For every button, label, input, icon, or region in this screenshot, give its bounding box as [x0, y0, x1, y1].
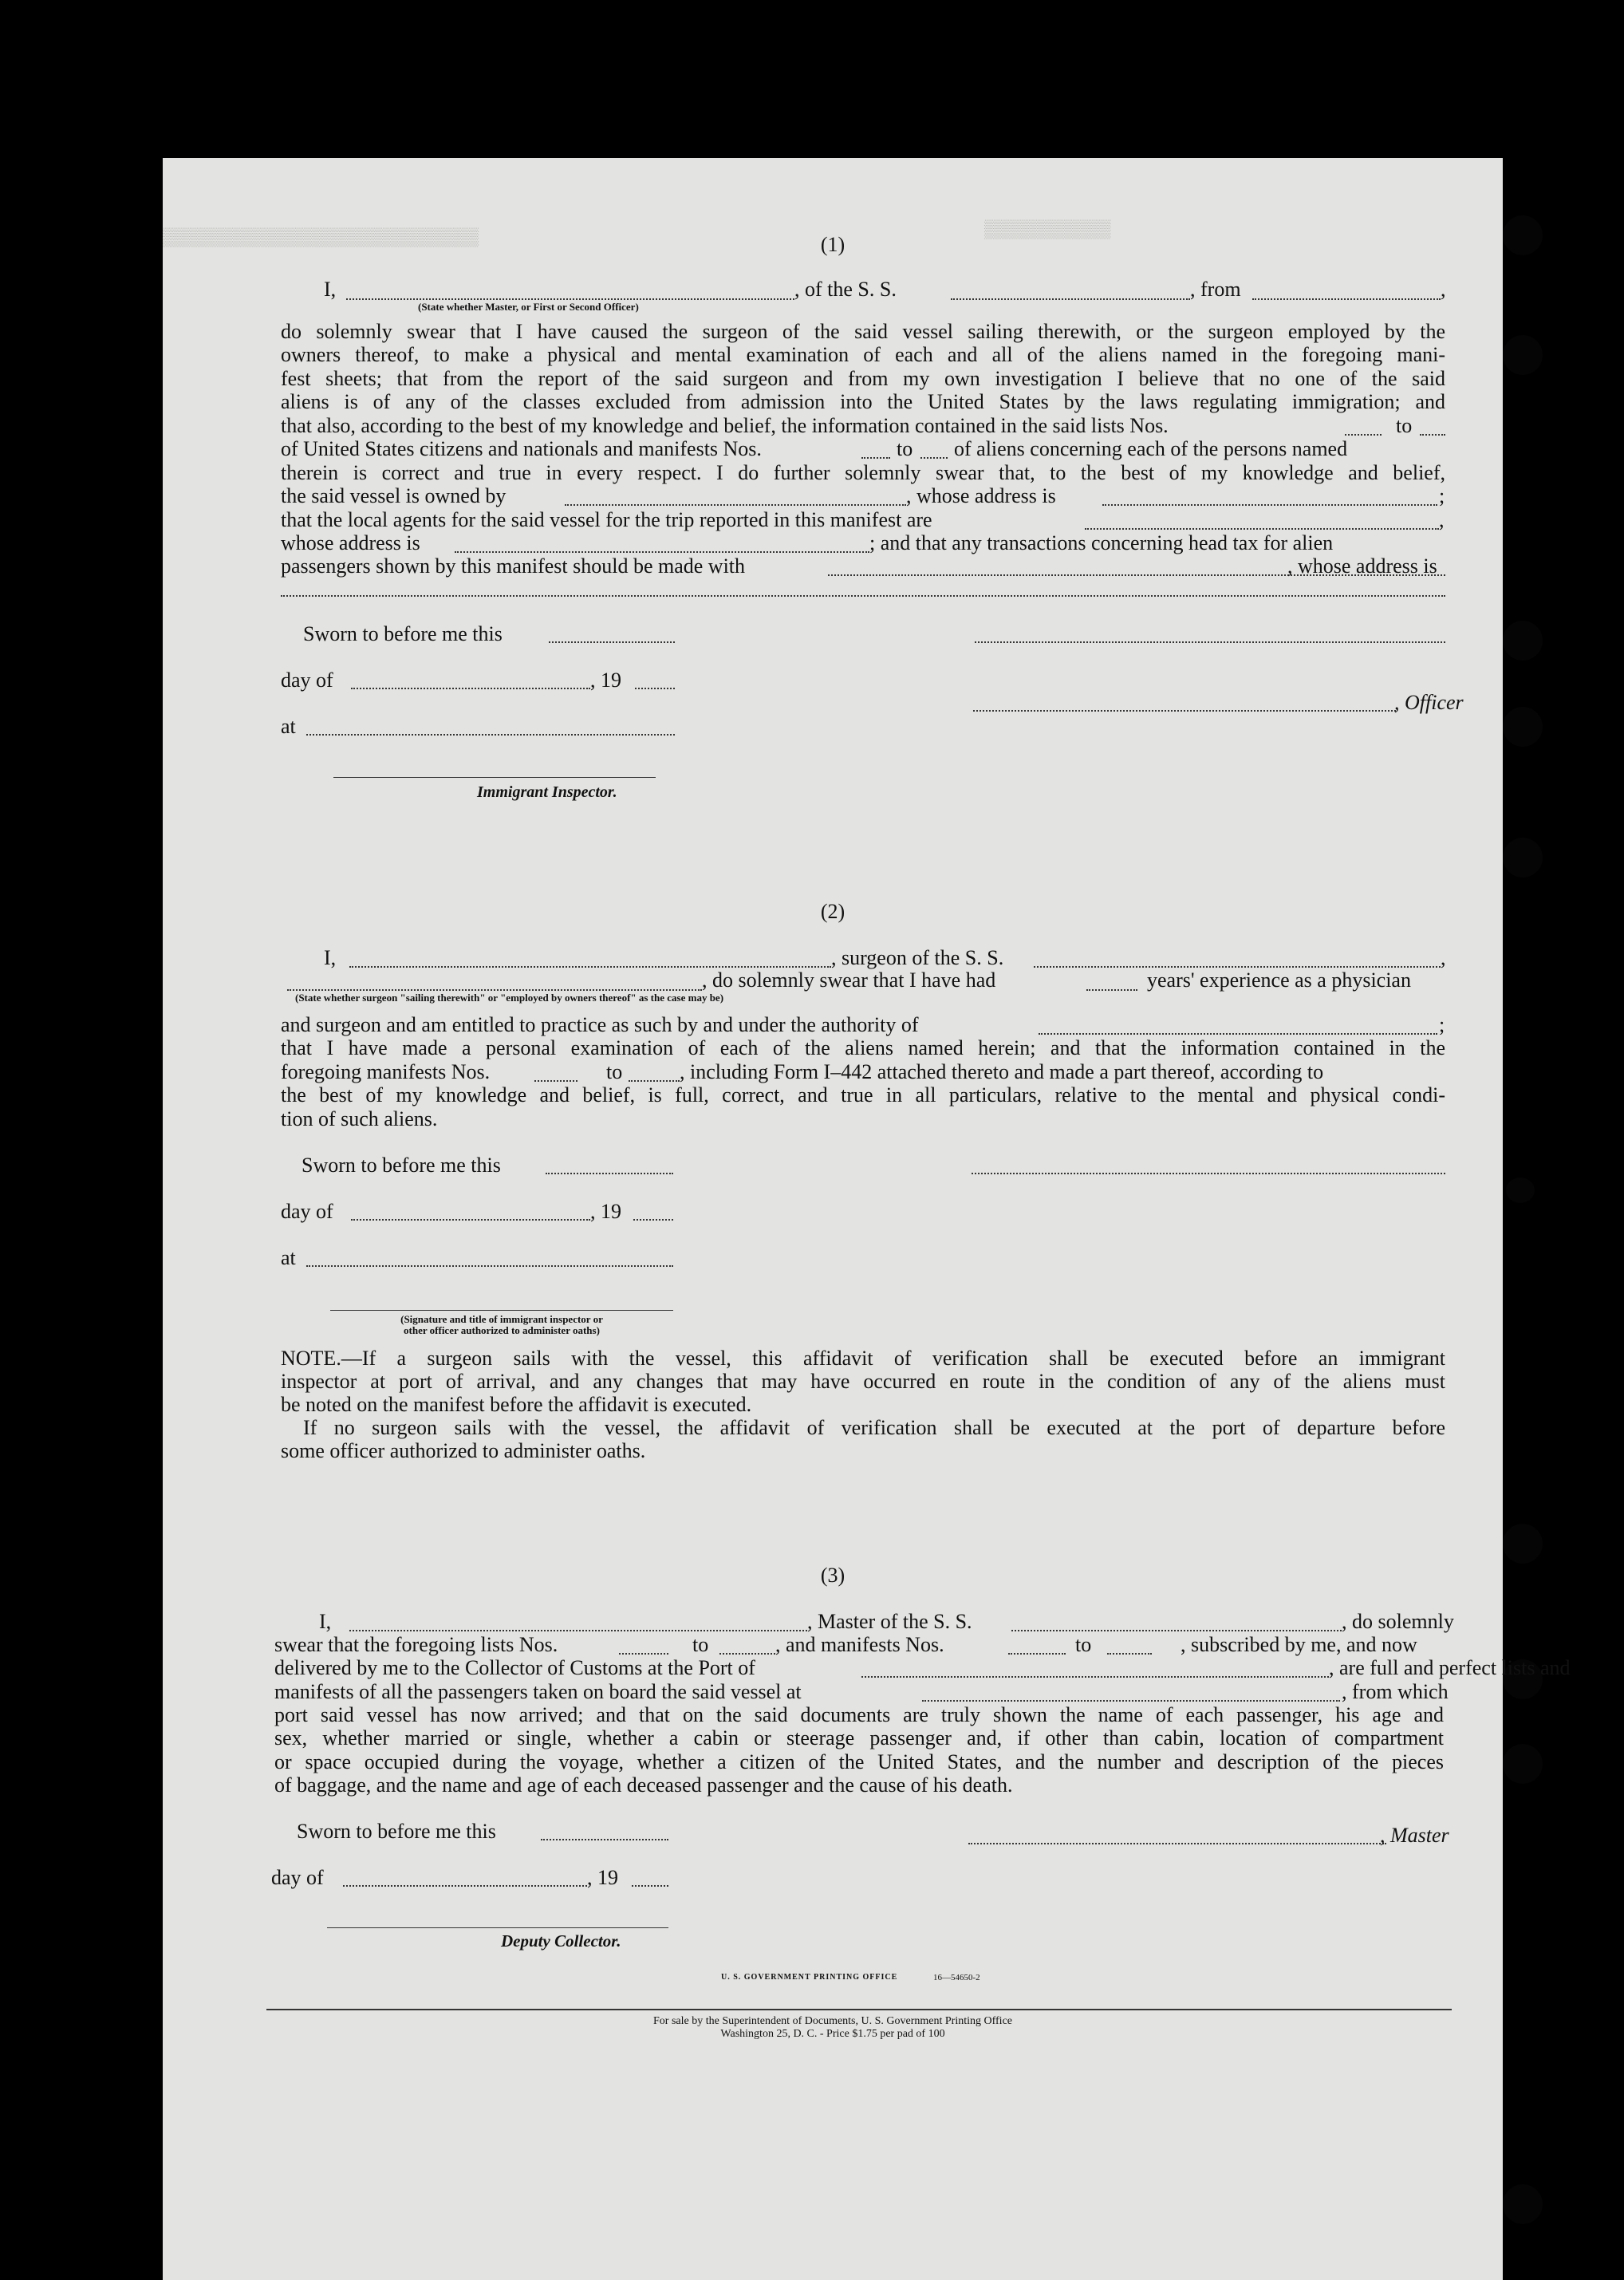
- paragraph-line: of baggage, and the name and age of each deceased passenger and the cause of his death.: [274, 1773, 1013, 1797]
- text: ,: [1439, 508, 1445, 531]
- binder-hole: [1503, 215, 1543, 255]
- field-caption: (State whether Master, or First or Second Officer): [418, 301, 639, 313]
- departure-port-field[interactable]: [1252, 298, 1441, 300]
- text: to: [606, 1060, 623, 1083]
- text: , do solemnly: [1342, 1610, 1454, 1633]
- text: to: [1396, 414, 1413, 437]
- owner-field[interactable]: [565, 504, 906, 506]
- note-line: inspector at port of arrival, and any changes that may have occurred en route in the condition of any of the aliens must: [281, 1370, 1445, 1393]
- text: , Master of the S. S.: [807, 1610, 972, 1633]
- note-line: be noted on the manifest before the affidavit is executed.: [281, 1393, 752, 1416]
- agents-address-field[interactable]: [455, 551, 869, 553]
- location-field[interactable]: [306, 734, 675, 736]
- text: to: [1075, 1633, 1092, 1656]
- binder-hole: [1503, 838, 1543, 878]
- text: delivered by me to the Collector of Customs at the Port of: [274, 1656, 755, 1679]
- location-field[interactable]: [306, 1265, 673, 1267]
- text: foregoing manifests Nos.: [281, 1060, 491, 1083]
- paragraph-line: sex, whether married or single, whether a cabin or steerage passenger and, if other than cabin, location of compartment: [274, 1726, 1444, 1749]
- text: I,: [324, 278, 337, 301]
- sworn-date-field[interactable]: [546, 1173, 673, 1174]
- inspector-signature-line[interactable]: [333, 777, 656, 778]
- list-from-field[interactable]: [1345, 434, 1382, 436]
- list-from-field[interactable]: [619, 1653, 668, 1655]
- head-tax-address-field[interactable]: [281, 595, 1445, 597]
- signature-label: Deputy Collector.: [501, 1931, 621, 1951]
- section-number: (2): [820, 900, 846, 923]
- text: that also, according to the best of my knowledge and belief, the information contained in the said lists Nos.: [281, 414, 1169, 437]
- list-to-field[interactable]: [1420, 434, 1445, 436]
- paragraph-line: aliens is of any of the classes excluded from admission into the United States by the laws regulating immigration; and: [281, 390, 1445, 413]
- year-field[interactable]: [632, 1885, 668, 1887]
- text: , do solemnly swear that I have had: [702, 968, 996, 992]
- text: at: [281, 1246, 296, 1269]
- paragraph-line: that I have made a personal examination of each of the aliens named herein; and that the information contained in the: [281, 1036, 1445, 1059]
- inspector-signature-line[interactable]: [330, 1310, 673, 1311]
- text: , subscribed by me, and now: [1181, 1633, 1417, 1656]
- note-line: NOTE.—If a surgeon sails with the vessel, this affidavit of verification shall be executed before an immigrant: [281, 1347, 1445, 1370]
- authority-field[interactable]: [1039, 1033, 1437, 1035]
- text: , 19: [590, 669, 621, 692]
- master-signature-line[interactable]: [968, 1843, 1386, 1844]
- text: , are full and perfect lists and: [1329, 1656, 1571, 1679]
- field-caption: (State whether surgeon "sailing therewith" or "employed by owners thereof" as the case may be): [295, 992, 724, 1004]
- binder-hole: [1503, 707, 1543, 747]
- local-agents-field[interactable]: [1085, 528, 1439, 530]
- paragraph-line: therein is correct and true in every respect. I do further solemnly swear that, to the best of my knowledge and belief,: [281, 461, 1445, 484]
- binder-hole: [1503, 1524, 1543, 1564]
- text: years' experience as a physician: [1147, 968, 1411, 992]
- manifest-from-field[interactable]: [534, 1080, 577, 1082]
- text: swear that the foregoing lists Nos.: [274, 1633, 558, 1656]
- vessel-name-field[interactable]: [1034, 966, 1441, 968]
- paragraph-line: owners thereof, to make a physical and mental examination of each and all of the aliens named in the foregoing mani-: [281, 343, 1445, 366]
- text: ;: [1439, 484, 1445, 507]
- signature-label: , Master: [1380, 1824, 1449, 1847]
- text: day of: [271, 1866, 324, 1889]
- deputy-signature-line[interactable]: [327, 1927, 668, 1928]
- sworn-date-field[interactable]: [541, 1839, 668, 1840]
- manifest-from-field[interactable]: [1008, 1653, 1066, 1655]
- text: , from: [1190, 278, 1241, 301]
- paragraph-line: the best of my knowledge and belief, is full, correct, and true in all particulars, relative to the mental and physical condi-: [281, 1083, 1445, 1106]
- port-field[interactable]: [861, 1676, 1329, 1678]
- text: ; and that any transactions concerning head tax for alien: [869, 531, 1334, 554]
- text: ,: [1441, 278, 1446, 301]
- text: ,: [1441, 946, 1446, 969]
- embarkation-port-field[interactable]: [922, 1700, 1340, 1702]
- surgeon-status-field[interactable]: [287, 989, 702, 991]
- sale-notice: Washington 25, D. C. - Price $1.75 per pad of 100: [720, 2028, 945, 2040]
- years-field[interactable]: [1086, 989, 1137, 991]
- manifest-to-field[interactable]: [1107, 1653, 1152, 1655]
- manifest-to-field[interactable]: [920, 457, 948, 459]
- owner-address-field[interactable]: [1102, 504, 1437, 506]
- sworn-date-field[interactable]: [549, 641, 675, 643]
- text: manifests of all the passengers taken on board the said vessel at: [274, 1680, 802, 1703]
- master-name-field[interactable]: [349, 1630, 807, 1631]
- form-code: 16—54650-2: [933, 1973, 980, 1982]
- signature-line[interactable]: [975, 641, 1445, 643]
- text: day of: [281, 1200, 333, 1223]
- form-page: [163, 158, 1571, 2280]
- bleed-through-marks: ▒▒▒▒▒▒▒▒▒▒▒▒▒▒▒▒▒▒▒▒▒▒▒▒▒▒▒▒▒▒: [163, 228, 479, 248]
- officer-signature-line[interactable]: [973, 710, 1396, 712]
- binder-hole: [1503, 335, 1543, 375]
- section-number: (3): [820, 1564, 846, 1587]
- binder-hole: [1506, 1177, 1535, 1203]
- text: day of: [281, 669, 333, 692]
- text: , and manifests Nos.: [775, 1633, 944, 1656]
- month-field[interactable]: [343, 1885, 587, 1887]
- text: , whose address is: [1287, 554, 1437, 578]
- text: I,: [324, 946, 337, 969]
- month-field[interactable]: [351, 688, 590, 689]
- text: to: [897, 437, 913, 460]
- manifest-from-field[interactable]: [861, 457, 890, 459]
- paragraph-line: or space occupied during the voyage, whether a citizen of the United States, and the number and description of the pieces: [274, 1750, 1444, 1773]
- surgeon-signature-line[interactable]: [972, 1173, 1445, 1174]
- text: , whose address is: [906, 484, 1056, 507]
- list-to-field[interactable]: [719, 1653, 775, 1655]
- footer-rule: [266, 2009, 1452, 2010]
- month-field[interactable]: [351, 1219, 590, 1221]
- sale-notice: For sale by the Superintendent of Documents, U. S. Government Printing Office: [653, 2015, 1012, 2027]
- binder-hole: [1503, 621, 1543, 661]
- paragraph-line: do solemnly swear that I have caused the surgeon of the said vessel sailing therewith, or the surgeon employed by the: [281, 320, 1445, 343]
- text: Sworn to before me this: [303, 622, 503, 645]
- signature-label: Immigrant Inspector.: [477, 783, 617, 801]
- text: tion of such aliens.: [281, 1107, 438, 1130]
- text: Sworn to before me this: [302, 1154, 501, 1177]
- text: the said vessel is owned by: [281, 484, 507, 507]
- field-caption: (Signature and title of immigrant inspector or: [400, 1313, 603, 1325]
- note-line: some officer authorized to administer oaths.: [281, 1439, 646, 1462]
- binder-hole: [1503, 2184, 1543, 2224]
- text: , 19: [587, 1866, 618, 1889]
- text: , from which: [1342, 1680, 1449, 1703]
- printer-imprint: U. S. GOVERNMENT PRINTING OFFICE: [721, 1973, 898, 1982]
- year-field[interactable]: [633, 1219, 673, 1221]
- text: passengers shown by this manifest should be made with: [281, 554, 746, 578]
- text: of aliens concerning each of the persons named: [954, 437, 1348, 460]
- text: that the local agents for the said vessel for the trip reported in this manifest are: [281, 508, 932, 531]
- surgeon-name-field[interactable]: [349, 966, 831, 968]
- paragraph-line: fest sheets; that from the report of the said surgeon and from my own investigation I believe that no one of the said: [281, 367, 1445, 390]
- text: , 19: [590, 1200, 621, 1223]
- text: I,: [319, 1610, 332, 1633]
- paragraph-line: port said vessel has now arrived; and that on the said documents are truly shown the name of each passenger, his age and: [274, 1703, 1444, 1726]
- note-line: If no surgeon sails with the vessel, the affidavit of verification shall be executed at the port of departure before: [303, 1416, 1445, 1439]
- text: , of the S. S.: [794, 278, 897, 301]
- text: , including Form I–442 attached thereto and made a part thereof, according to: [680, 1060, 1324, 1083]
- text: ;: [1439, 1013, 1445, 1036]
- year-field[interactable]: [635, 688, 675, 689]
- signature-label: , Officer: [1394, 691, 1464, 714]
- manifest-to-field[interactable]: [629, 1080, 680, 1082]
- section-number: (1): [820, 233, 846, 256]
- text: of United States citizens and nationals and manifests Nos.: [281, 437, 762, 460]
- vessel-name-field[interactable]: [1011, 1630, 1342, 1631]
- text: whose address is: [281, 531, 420, 554]
- text: at: [281, 715, 296, 738]
- text: , surgeon of the S. S.: [831, 946, 1004, 969]
- bleed-through-marks: ▒▒▒▒▒▒▒▒▒▒▒▒: [984, 220, 1111, 240]
- field-caption: other officer authorized to administer oaths): [404, 1324, 600, 1336]
- binder-hole: [1503, 1744, 1543, 1784]
- officer-name-field[interactable]: [346, 298, 794, 300]
- vessel-name-field[interactable]: [951, 298, 1190, 300]
- text: Sworn to before me this: [297, 1820, 496, 1843]
- text: and surgeon and am entitled to practice as such by and under the authority of: [281, 1013, 919, 1036]
- text: to: [692, 1633, 709, 1656]
